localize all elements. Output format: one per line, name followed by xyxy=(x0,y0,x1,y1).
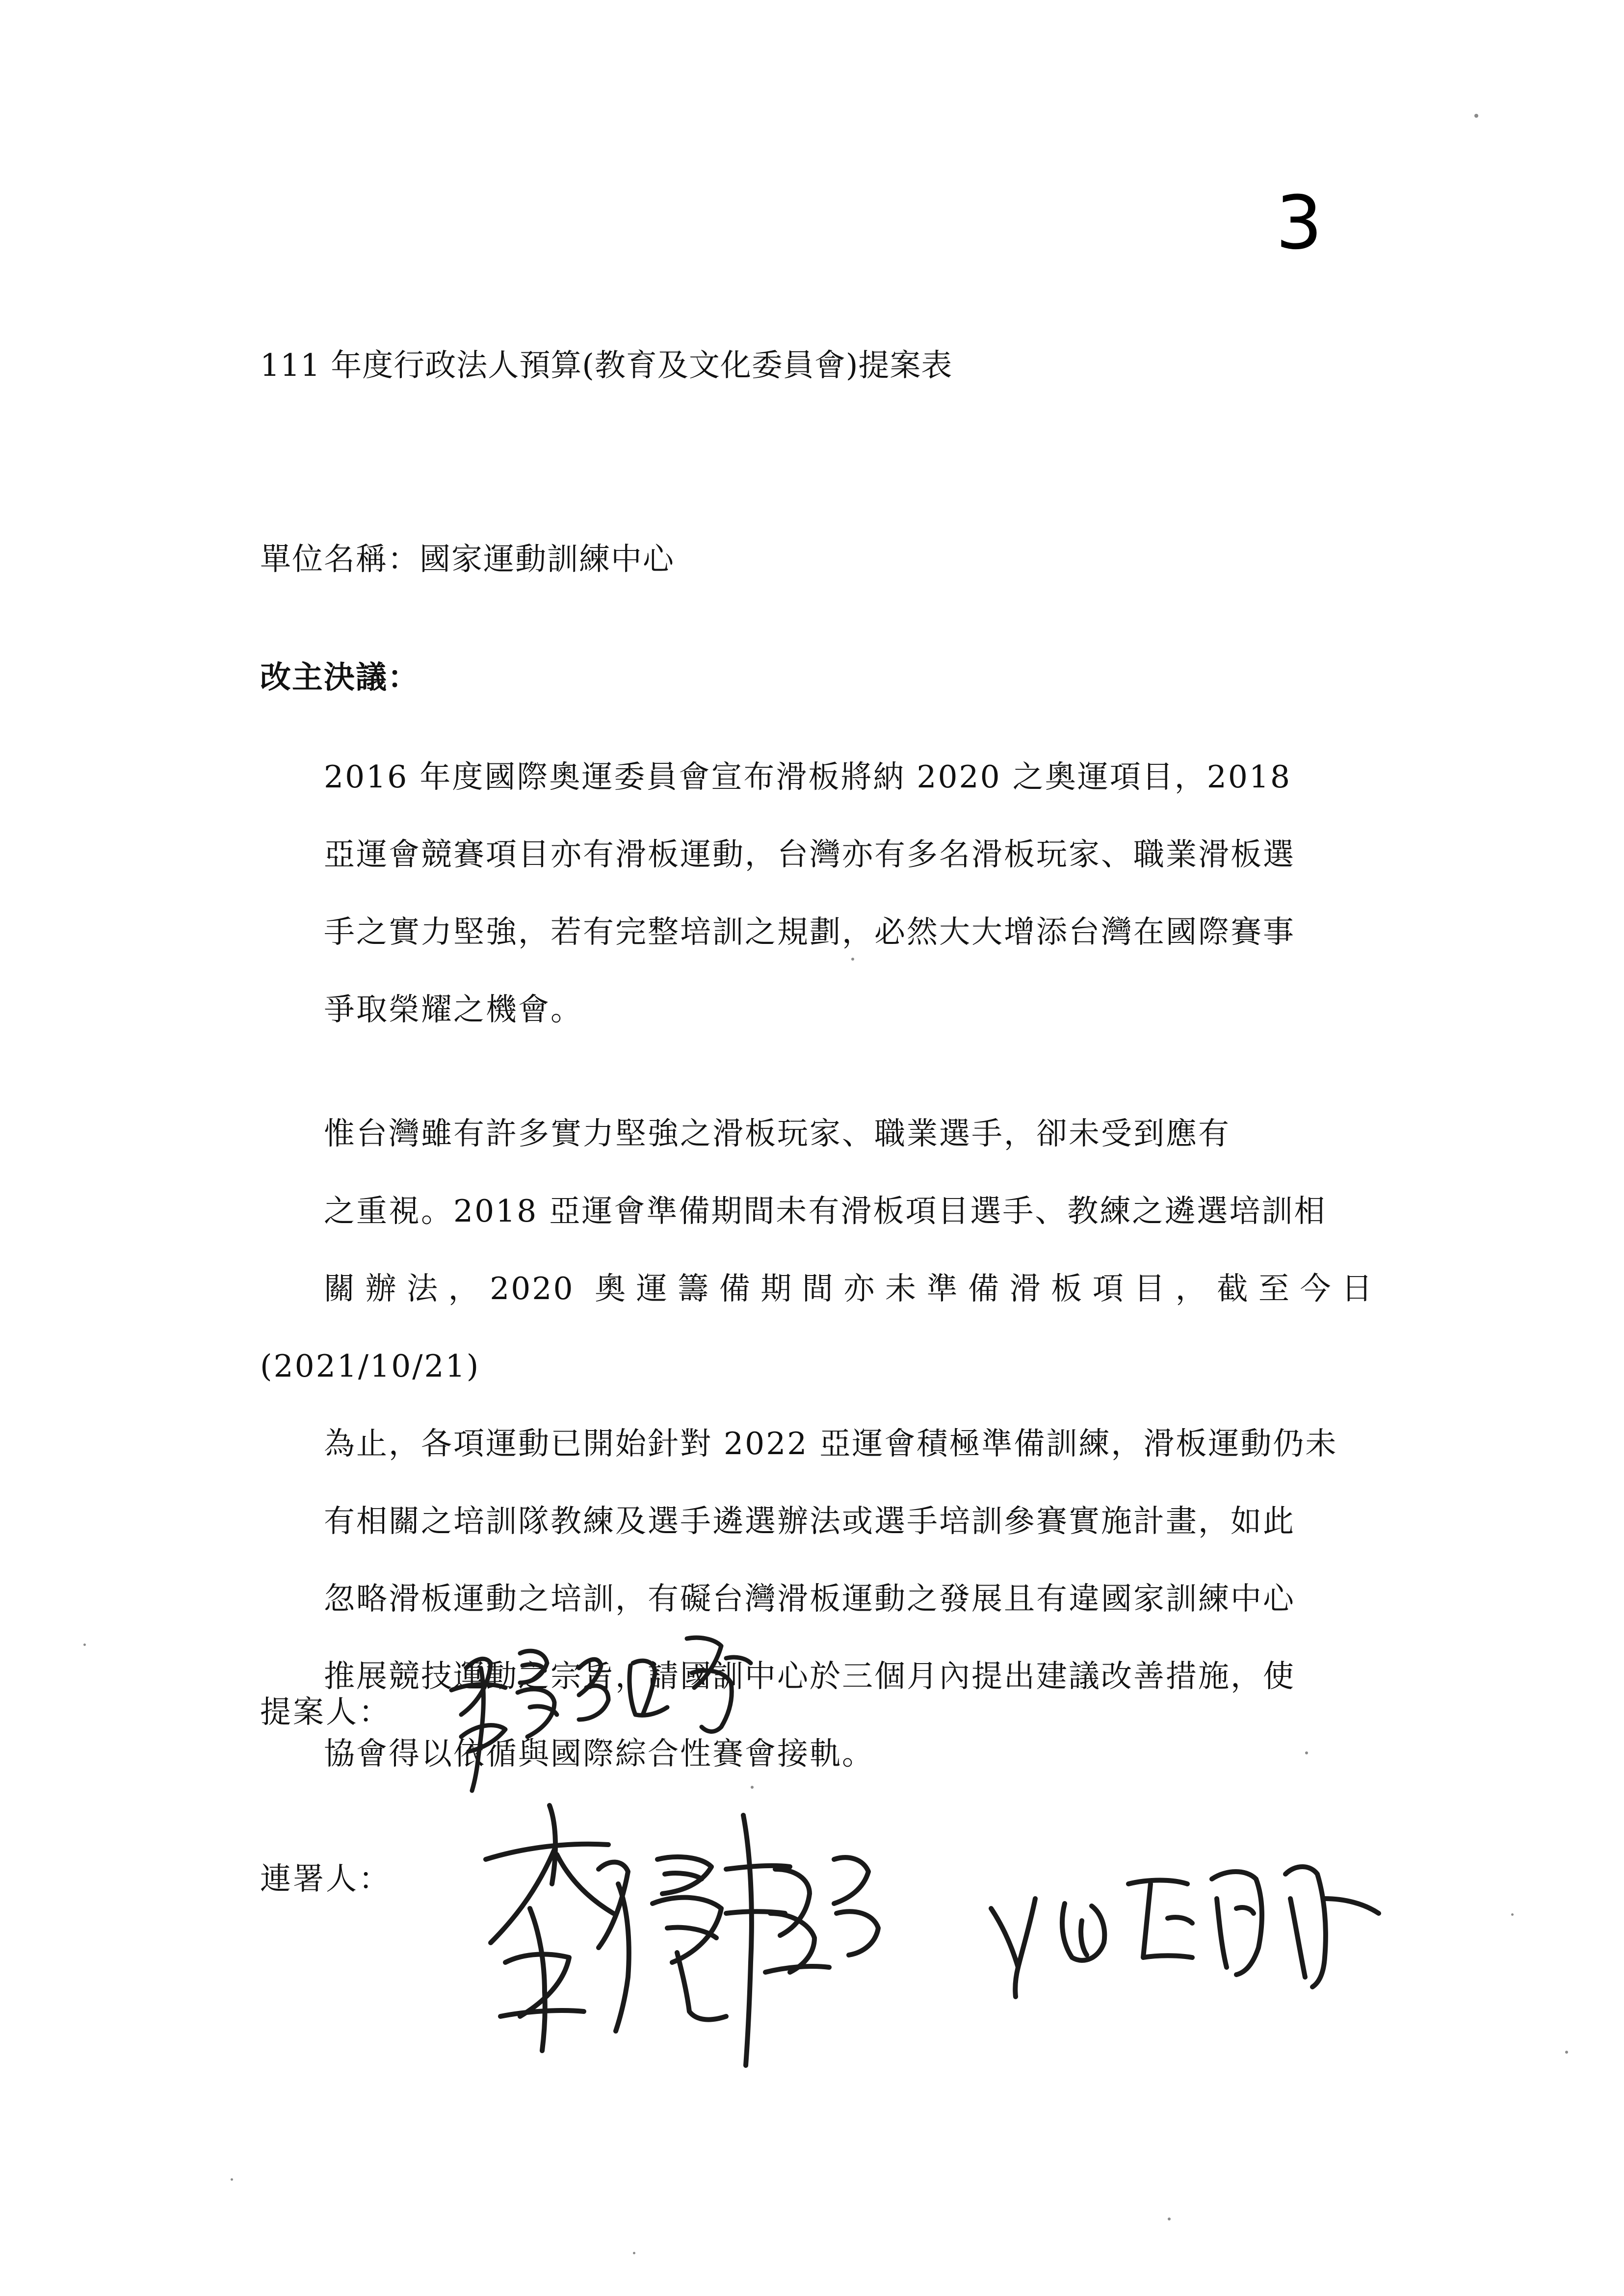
resolution-body xyxy=(260,738,1374,1839)
unit-name-line xyxy=(260,540,675,579)
cosigner-signature-2 xyxy=(981,1825,1403,2011)
cosigner-signature-1 xyxy=(471,1786,952,2110)
paragraph-line: 關辦法，2020 奧運籌備期間亦未準備滑板項目，截至今日(2021/10/21) xyxy=(260,1271,1374,1384)
page-number: 3 xyxy=(1276,181,1323,266)
paragraph-line: 協會得以依循與國際綜合性賽會接軌。 xyxy=(324,1736,874,1772)
paragraph-1 xyxy=(260,738,1374,1048)
paragraph-line: 惟台灣雖有許多實力堅強之滑板玩家、職業選手，卻未受到應有 xyxy=(324,1116,1231,1151)
paragraph-line: 爭取榮耀之機會。 xyxy=(324,991,583,1027)
paragraph-line: 亞運會競賽項目亦有滑板運動，台灣亦有多名滑板玩家、職業滑板選 xyxy=(324,836,1295,872)
unit-name-label: 單位名稱： xyxy=(260,541,419,577)
paragraph-line: 2016 年度國際奧運委員會宣布滑板將納 2020 之奧運項目，2018 xyxy=(324,759,1292,795)
proposer-label: 提案人： xyxy=(260,1694,392,1730)
unit-name-value: 國家運動訓練中心 xyxy=(419,541,675,577)
paragraph-line: 手之實力堅強，若有完整培訓之規劃，必然大大增添台灣在國際賽事 xyxy=(324,914,1295,950)
paragraph-2 xyxy=(260,1095,1374,1793)
paragraph-line: 之重視。2018 亞運會準備期間未有滑板項目選手、教練之遴選培訓相 xyxy=(324,1193,1327,1229)
document-title: 111 年度行政法人預算(教育及文化委員會)提案表 xyxy=(260,347,953,383)
proposer-signature xyxy=(432,1609,805,1796)
paragraph-line: 為止，各項運動已開始針對 2022 亞運會積極準備訓練，滑板運動仍未 xyxy=(324,1426,1338,1461)
resolution-heading: 改主決議： xyxy=(260,659,419,695)
paragraph-line: 推展競技運動之宗旨，請國訓中心於三個月內提出建議改善措施，使 xyxy=(324,1658,1295,1694)
cosigner-label: 連署人： xyxy=(260,1861,392,1897)
paragraph-line: 忽略滑板運動之培訓，有礙台灣滑板運動之發展且有違國家訓練中心 xyxy=(324,1581,1295,1617)
paragraph-line: 有相關之培訓隊教練及選手遴選辦法或選手培訓參賽實施計畫，如此 xyxy=(324,1503,1295,1539)
